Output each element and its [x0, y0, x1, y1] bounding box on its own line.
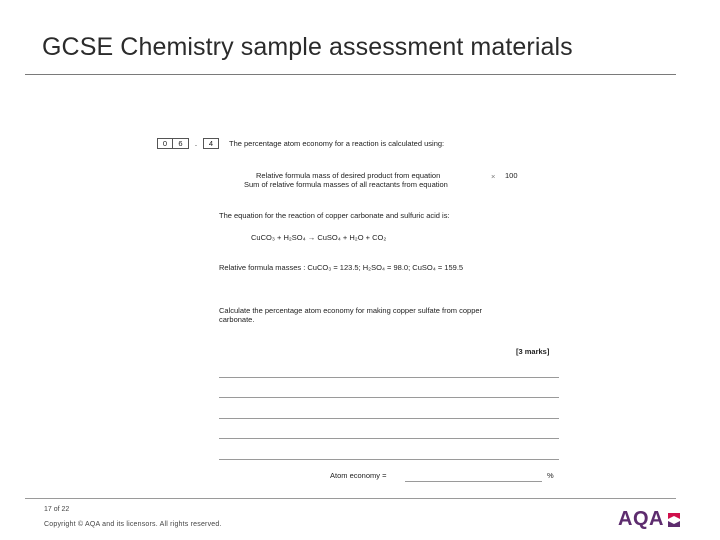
formula-multiplier: 100 [505, 171, 518, 180]
page-number: 17 of 22 [44, 506, 70, 513]
question-part: 4 [203, 138, 219, 149]
marks-label: [3 marks] [516, 347, 550, 356]
percent-unit: % [547, 471, 554, 480]
bottom-divider [25, 498, 676, 499]
aqa-logo [618, 508, 681, 531]
answer-line[interactable] [219, 459, 559, 460]
chemical-equation: CuCO₃ + H₂SO₄ → CuSO₄ + H₂O + CO₂ [251, 233, 387, 242]
top-divider [25, 74, 676, 75]
answer-line[interactable] [219, 418, 559, 419]
formula-denominator: Sum of relative formula masses of all reactants from equation [244, 180, 448, 189]
aqa-logo-text: AQA [618, 508, 664, 530]
answer-line[interactable] [219, 438, 559, 439]
task-line-1: Calculate the percentage atom economy for making copper sulfate from copper [219, 306, 483, 315]
aqa-logo-mark-icon [667, 512, 681, 528]
relative-formula-masses: Relative formula masses : CuCO₃ = 123.5; H₂SO₄ = 98.0; CuSO₄ = 159.5 [219, 263, 464, 272]
formula-times: × [491, 172, 496, 181]
question-digit-1: 0 [157, 138, 173, 149]
question-intro: The percentage atom economy for a reaction is calculated using: [229, 139, 445, 148]
atom-economy-answer-field[interactable] [405, 481, 542, 482]
atom-economy-label: Atom economy = [330, 471, 387, 480]
question-number [157, 137, 219, 149]
formula-numerator: Relative formula mass of desired product from equation [256, 171, 441, 180]
equation-intro: The equation for the reaction of copper carbonate and sulfuric acid is: [219, 211, 450, 220]
answer-line[interactable] [219, 397, 559, 398]
question-digit-2: 6 [173, 138, 189, 149]
slide-title: GCSE Chemistry sample assessment materials [42, 33, 573, 61]
question-separator: . [194, 138, 198, 148]
task-line-2: carbonate. [219, 315, 255, 324]
answer-line[interactable] [219, 377, 559, 378]
copyright-notice: Copyright © AQA and its licensors. All rights reserved. [44, 521, 222, 528]
